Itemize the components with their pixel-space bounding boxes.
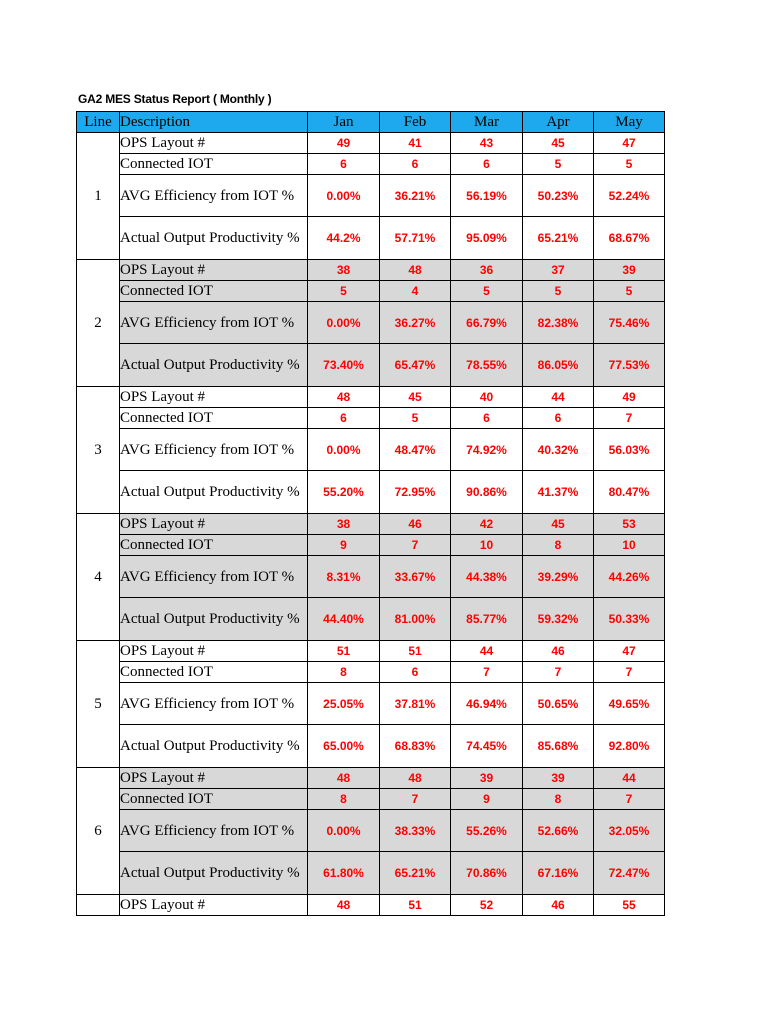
line-number-cell: 2 [77, 260, 120, 387]
value-cell: 7 [451, 662, 523, 683]
value-cell: 5 [594, 154, 665, 175]
value-cell: 0.00% [308, 429, 380, 471]
value-cell: 82.38% [523, 302, 594, 344]
value-cell: 45 [523, 514, 594, 535]
value-cell: 5 [380, 408, 451, 429]
value-cell: 25.05% [308, 683, 380, 725]
description-cell: Connected IOT [120, 154, 308, 175]
value-cell: 45 [523, 133, 594, 154]
value-cell: 57.71% [380, 217, 451, 260]
description-cell: OPS Layout # [120, 895, 308, 916]
table-row [77, 768, 665, 789]
value-cell: 56.19% [451, 175, 523, 217]
value-cell: 37.81% [380, 683, 451, 725]
value-cell: 68.67% [594, 217, 665, 260]
value-cell: 70.86% [451, 852, 523, 895]
value-cell: 44.38% [451, 556, 523, 598]
line-number-cell: 6 [77, 768, 120, 895]
column-header-jan: Jan [308, 112, 380, 133]
value-cell: 8 [308, 789, 380, 810]
table-row [77, 471, 665, 514]
value-cell: 65.21% [523, 217, 594, 260]
description-cell: OPS Layout # [120, 260, 308, 281]
value-cell: 48 [380, 260, 451, 281]
table-row [77, 535, 665, 556]
value-cell: 44 [451, 641, 523, 662]
value-cell: 86.05% [523, 344, 594, 387]
description-cell: Actual Output Productivity % [120, 852, 308, 895]
value-cell: 6 [451, 408, 523, 429]
value-cell: 10 [451, 535, 523, 556]
value-cell: 40.32% [523, 429, 594, 471]
value-cell: 49 [594, 387, 665, 408]
description-cell: Actual Output Productivity % [120, 344, 308, 387]
description-cell: Connected IOT [120, 281, 308, 302]
value-cell: 66.79% [451, 302, 523, 344]
value-cell: 7 [594, 662, 665, 683]
value-cell: 41.37% [523, 471, 594, 514]
value-cell: 47 [594, 641, 665, 662]
table-row [77, 281, 665, 302]
value-cell: 77.53% [594, 344, 665, 387]
table-body [77, 133, 665, 916]
value-cell: 47 [594, 133, 665, 154]
table-row [77, 175, 665, 217]
value-cell: 6 [451, 154, 523, 175]
value-cell: 65.21% [380, 852, 451, 895]
value-cell: 43 [451, 133, 523, 154]
table-row [77, 408, 665, 429]
report-title: GA2 MES Status Report ( Monthly ) [78, 92, 272, 106]
value-cell: 0.00% [308, 175, 380, 217]
value-cell: 80.47% [594, 471, 665, 514]
description-cell: AVG Efficiency from IOT % [120, 429, 308, 471]
table-row [77, 154, 665, 175]
value-cell: 38 [308, 260, 380, 281]
value-cell: 49.65% [594, 683, 665, 725]
value-cell: 49 [308, 133, 380, 154]
line-number-cell [77, 895, 120, 916]
value-cell: 42 [451, 514, 523, 535]
value-cell: 78.55% [451, 344, 523, 387]
description-cell: AVG Efficiency from IOT % [120, 302, 308, 344]
value-cell: 68.83% [380, 725, 451, 768]
value-cell: 36.21% [380, 175, 451, 217]
value-cell: 8.31% [308, 556, 380, 598]
table-row [77, 810, 665, 852]
value-cell: 5 [594, 281, 665, 302]
value-cell: 74.92% [451, 429, 523, 471]
description-cell: OPS Layout # [120, 133, 308, 154]
value-cell: 73.40% [308, 344, 380, 387]
value-cell: 48 [308, 895, 380, 916]
value-cell: 45 [380, 387, 451, 408]
value-cell: 8 [523, 789, 594, 810]
value-cell: 50.23% [523, 175, 594, 217]
value-cell: 55.26% [451, 810, 523, 852]
value-cell: 46 [523, 895, 594, 916]
value-cell: 46 [523, 641, 594, 662]
value-cell: 6 [308, 154, 380, 175]
description-cell: OPS Layout # [120, 768, 308, 789]
value-cell: 50.65% [523, 683, 594, 725]
value-cell: 4 [380, 281, 451, 302]
header-row [77, 112, 665, 133]
value-cell: 38.33% [380, 810, 451, 852]
value-cell: 39.29% [523, 556, 594, 598]
value-cell: 8 [308, 662, 380, 683]
table-row [77, 217, 665, 260]
value-cell: 48 [308, 768, 380, 789]
table-row [77, 895, 665, 916]
value-cell: 72.47% [594, 852, 665, 895]
value-cell: 44.40% [308, 598, 380, 641]
column-header-may: May [594, 112, 665, 133]
column-header-apr: Apr [523, 112, 594, 133]
description-cell: AVG Efficiency from IOT % [120, 683, 308, 725]
table-row [77, 725, 665, 768]
value-cell: 7 [594, 789, 665, 810]
value-cell: 33.67% [380, 556, 451, 598]
value-cell: 65.47% [380, 344, 451, 387]
value-cell: 90.86% [451, 471, 523, 514]
description-cell: AVG Efficiency from IOT % [120, 175, 308, 217]
table-row [77, 852, 665, 895]
table-row [77, 260, 665, 281]
table-row [77, 344, 665, 387]
value-cell: 9 [308, 535, 380, 556]
column-header-description: Description [120, 112, 308, 133]
value-cell: 44 [523, 387, 594, 408]
value-cell: 85.68% [523, 725, 594, 768]
value-cell: 59.32% [523, 598, 594, 641]
line-number-cell: 5 [77, 641, 120, 768]
value-cell: 6 [380, 154, 451, 175]
description-cell: Actual Output Productivity % [120, 217, 308, 260]
value-cell: 52.24% [594, 175, 665, 217]
description-cell: Connected IOT [120, 535, 308, 556]
value-cell: 37 [523, 260, 594, 281]
value-cell: 95.09% [451, 217, 523, 260]
table-row [77, 302, 665, 344]
value-cell: 36 [451, 260, 523, 281]
value-cell: 36.27% [380, 302, 451, 344]
value-cell: 85.77% [451, 598, 523, 641]
value-cell: 81.00% [380, 598, 451, 641]
value-cell: 38 [308, 514, 380, 535]
value-cell: 7 [380, 789, 451, 810]
description-cell: Connected IOT [120, 408, 308, 429]
table-row [77, 387, 665, 408]
table-row [77, 662, 665, 683]
status-table [76, 111, 665, 916]
column-header-mar: Mar [451, 112, 523, 133]
value-cell: 5 [523, 281, 594, 302]
table-row [77, 683, 665, 725]
value-cell: 61.80% [308, 852, 380, 895]
line-number-cell: 4 [77, 514, 120, 641]
value-cell: 51 [380, 641, 451, 662]
description-cell: Actual Output Productivity % [120, 471, 308, 514]
value-cell: 44.26% [594, 556, 665, 598]
value-cell: 48 [308, 387, 380, 408]
value-cell: 0.00% [308, 810, 380, 852]
line-number-cell: 1 [77, 133, 120, 260]
value-cell: 39 [594, 260, 665, 281]
description-cell: OPS Layout # [120, 641, 308, 662]
value-cell: 56.03% [594, 429, 665, 471]
value-cell: 52 [451, 895, 523, 916]
value-cell: 5 [451, 281, 523, 302]
column-header-line: Line [77, 112, 120, 133]
value-cell: 10 [594, 535, 665, 556]
value-cell: 32.05% [594, 810, 665, 852]
value-cell: 0.00% [308, 302, 380, 344]
value-cell: 51 [308, 641, 380, 662]
description-cell: Actual Output Productivity % [120, 725, 308, 768]
value-cell: 53 [594, 514, 665, 535]
description-cell: OPS Layout # [120, 514, 308, 535]
value-cell: 39 [451, 768, 523, 789]
value-cell: 7 [594, 408, 665, 429]
value-cell: 41 [380, 133, 451, 154]
value-cell: 9 [451, 789, 523, 810]
value-cell: 72.95% [380, 471, 451, 514]
value-cell: 39 [523, 768, 594, 789]
value-cell: 74.45% [451, 725, 523, 768]
value-cell: 75.46% [594, 302, 665, 344]
value-cell: 67.16% [523, 852, 594, 895]
value-cell: 55 [594, 895, 665, 916]
table-row [77, 641, 665, 662]
value-cell: 50.33% [594, 598, 665, 641]
table-row [77, 133, 665, 154]
value-cell: 92.80% [594, 725, 665, 768]
table-row [77, 789, 665, 810]
table-row [77, 514, 665, 535]
value-cell: 48 [380, 768, 451, 789]
line-number-cell: 3 [77, 387, 120, 514]
value-cell: 65.00% [308, 725, 380, 768]
value-cell: 6 [380, 662, 451, 683]
value-cell: 6 [523, 408, 594, 429]
description-cell: Connected IOT [120, 662, 308, 683]
value-cell: 52.66% [523, 810, 594, 852]
table-row [77, 429, 665, 471]
value-cell: 6 [308, 408, 380, 429]
description-cell: Connected IOT [120, 789, 308, 810]
value-cell: 46 [380, 514, 451, 535]
description-cell: OPS Layout # [120, 387, 308, 408]
value-cell: 7 [523, 662, 594, 683]
value-cell: 51 [380, 895, 451, 916]
value-cell: 46.94% [451, 683, 523, 725]
description-cell: Actual Output Productivity % [120, 598, 308, 641]
value-cell: 5 [308, 281, 380, 302]
value-cell: 5 [523, 154, 594, 175]
table-row [77, 598, 665, 641]
value-cell: 7 [380, 535, 451, 556]
value-cell: 40 [451, 387, 523, 408]
table-row [77, 556, 665, 598]
description-cell: AVG Efficiency from IOT % [120, 556, 308, 598]
value-cell: 44.2% [308, 217, 380, 260]
description-cell: AVG Efficiency from IOT % [120, 810, 308, 852]
column-header-feb: Feb [380, 112, 451, 133]
value-cell: 8 [523, 535, 594, 556]
value-cell: 55.20% [308, 471, 380, 514]
value-cell: 44 [594, 768, 665, 789]
value-cell: 48.47% [380, 429, 451, 471]
